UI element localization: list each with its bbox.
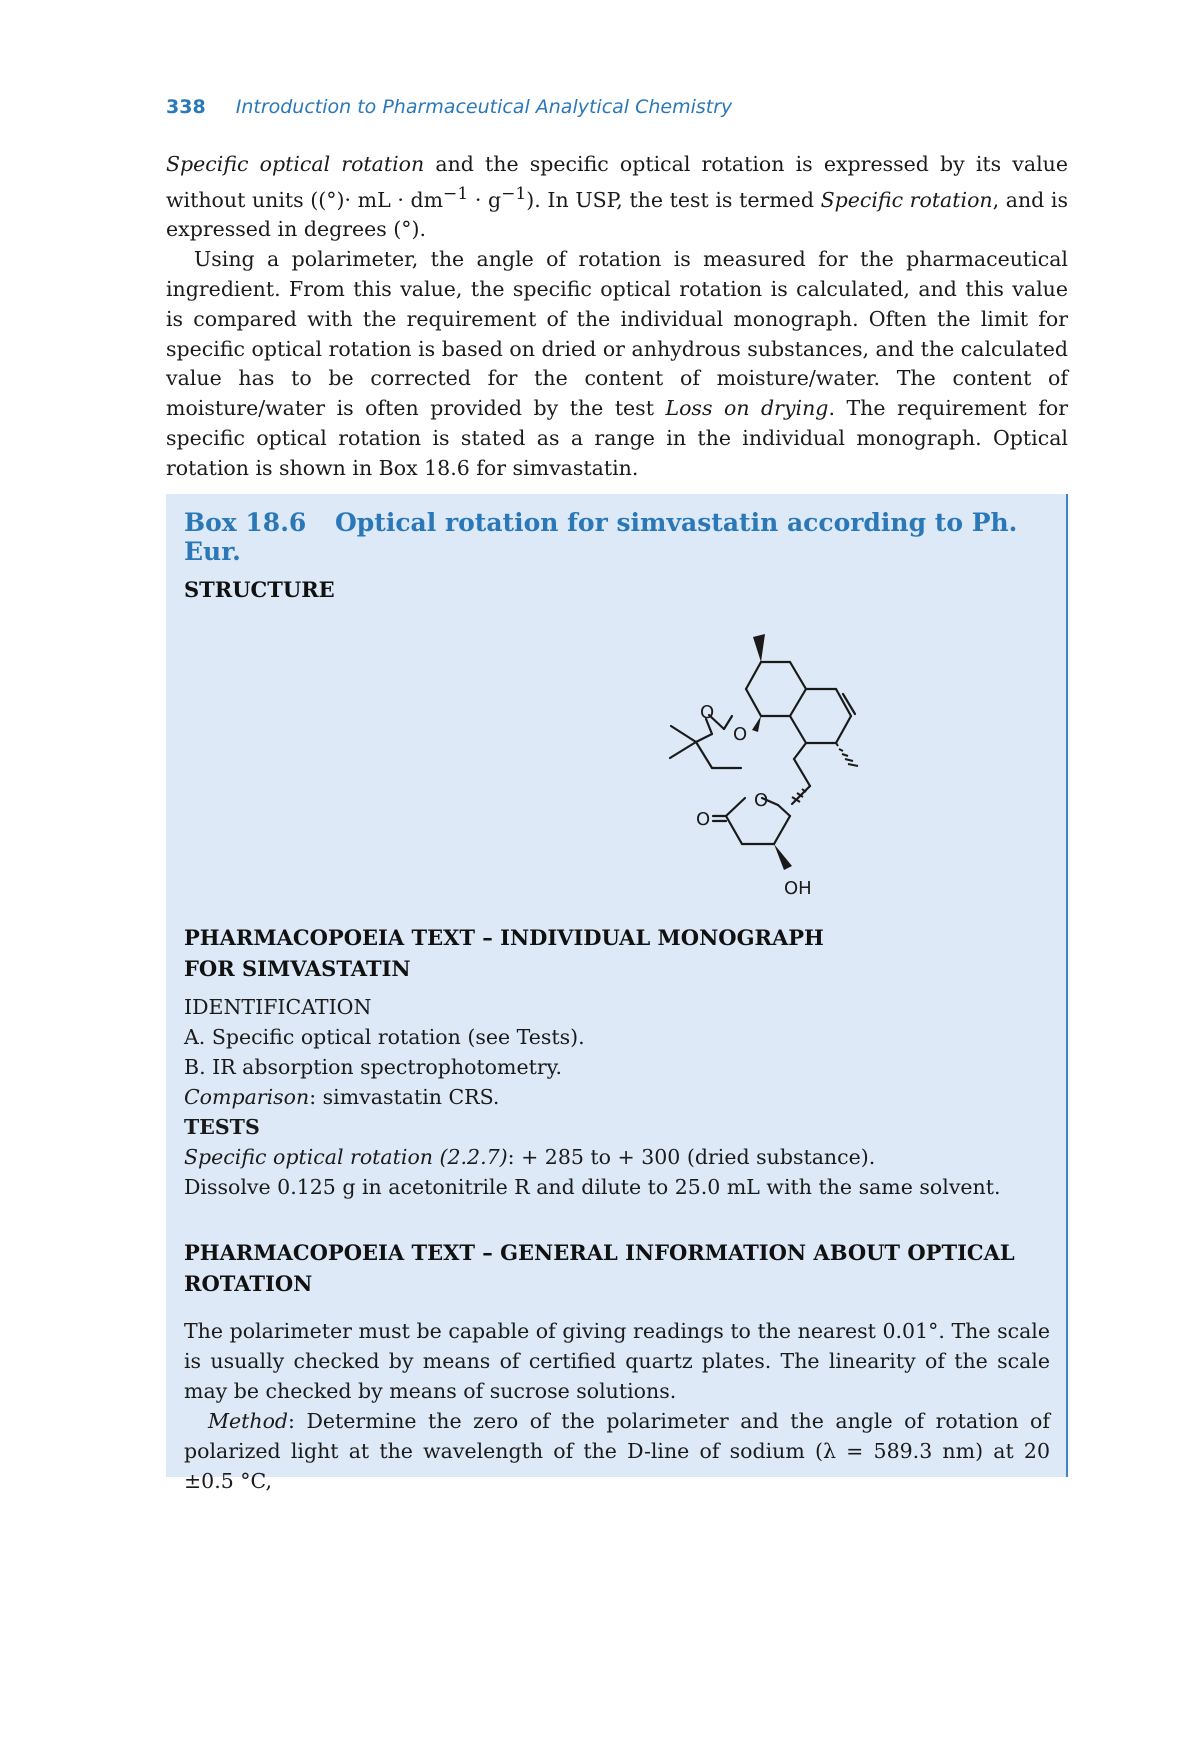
comparison-text: : simvastatin CRS.: [309, 1085, 500, 1109]
p1-text: , and is expressed in degrees (°).: [166, 187, 1069, 242]
p1-text: and the specific optical rotation is expressed by its value without units ((°)· mL · dm: [166, 152, 1069, 212]
structure-heading: STRUCTURE: [184, 577, 335, 602]
dissolve-instruction: Dissolve 0.125 g in acetonitrile R and dilute to 25.0 mL with the same solvent.: [184, 1175, 1001, 1199]
method-label: Method: [208, 1409, 289, 1433]
o-carbonyl-label: O: [700, 702, 715, 723]
method-text: : Determine the zero of the polarimeter and the angle of rotation of polarized light at the wavelength of the D-line of sodium (λ = 589.3 nm) at 20 ±0.5 °C,: [184, 1409, 1050, 1493]
superscript: −1: [443, 183, 469, 204]
p1-text: ). In USP, the test is termed: [526, 187, 821, 212]
box-title: [184, 508, 1066, 566]
o-lactone-label: O: [696, 809, 711, 830]
general-heading: [184, 1237, 1015, 1299]
tests-line: [184, 1142, 1050, 1172]
monograph-heading-line-1: PHARMACOPOEIA TEXT – INDIVIDUAL MONOGRAPH: [184, 925, 824, 950]
tests-specific-text: : + 285 to + 300 (dried substance).: [507, 1145, 876, 1169]
term-specific-rotation: Specific rotation: [820, 187, 993, 212]
general-paragraph-1: The polarimeter must be capable of giving readings to the nearest 0.01°. The scale is usually checked by means of certified quartz plates. The linearity of the scale may be checked by means of sucrose solutions.: [184, 1319, 1050, 1403]
general-heading-line-2: ROTATION: [184, 1271, 313, 1296]
method-paragraph: [184, 1406, 1050, 1496]
general-heading-line-1: PHARMACOPOEIA TEXT – GENERAL INFORMATION ABOUT OPTICAL: [184, 1240, 1015, 1265]
o-ring-label: O: [754, 790, 769, 811]
superscript: −1: [501, 183, 527, 204]
o-ester-label: O: [733, 724, 748, 745]
term-loss-on-drying: Loss on drying: [665, 396, 829, 421]
monograph-text: [184, 992, 1050, 1202]
oh-label: OH: [784, 878, 812, 899]
monograph-heading-line-2: FOR SIMVASTATIN: [184, 956, 411, 981]
tests-specific-label: Specific optical rotation (2.2.7): [184, 1145, 508, 1169]
general-text: [184, 1316, 1050, 1496]
box-number: Box 18.6: [184, 508, 307, 537]
box-18-6: [166, 494, 1068, 1493]
identification-b: B. IR absorption spectrophotometry.: [184, 1055, 562, 1079]
p2-text: . The requirement for specific optical rotation is stated as a range in the individual monograph. Optical rotation is shown in Box 18.6 for simvastatin.: [166, 396, 1069, 480]
identification-a: A. Specific optical rotation (see Tests).: [184, 1025, 585, 1049]
intro-paragraph-1: [166, 150, 1068, 245]
monograph-heading: [184, 922, 824, 984]
p1-text: · g: [468, 187, 502, 212]
book-title: Introduction to Pharmaceutical Analytical Chemistry: [235, 96, 733, 118]
term-specific-optical-rotation: Specific optical rotation: [166, 152, 425, 176]
running-header: [166, 96, 732, 118]
comparison-label: Comparison: [184, 1085, 310, 1109]
box-title-text: Optical rotation for simvastatin according to Ph. Eur.: [184, 508, 1018, 566]
intro-text: [166, 150, 1068, 484]
comparison-line: [184, 1082, 1050, 1112]
intro-paragraph-2: [166, 245, 1068, 483]
page-number: 338: [166, 96, 206, 118]
simvastatin-structure: [506, 624, 926, 914]
p2-text: Using a polarimeter, the angle of rotation is measured for the pharmaceutical ingredient. From this value, the specific optical rotation is calculated, and this value is compared with the requirement of the individual monograph. Often the limit for specific optical rotation is based on dried or anhydrous substances, and the calculated value has to be corrected for the content of moisture/water. The content of moisture/water is often provided by the test: [166, 247, 1068, 421]
tests-label: TESTS: [184, 1115, 260, 1139]
identification-label: IDENTIFICATION: [184, 995, 372, 1019]
